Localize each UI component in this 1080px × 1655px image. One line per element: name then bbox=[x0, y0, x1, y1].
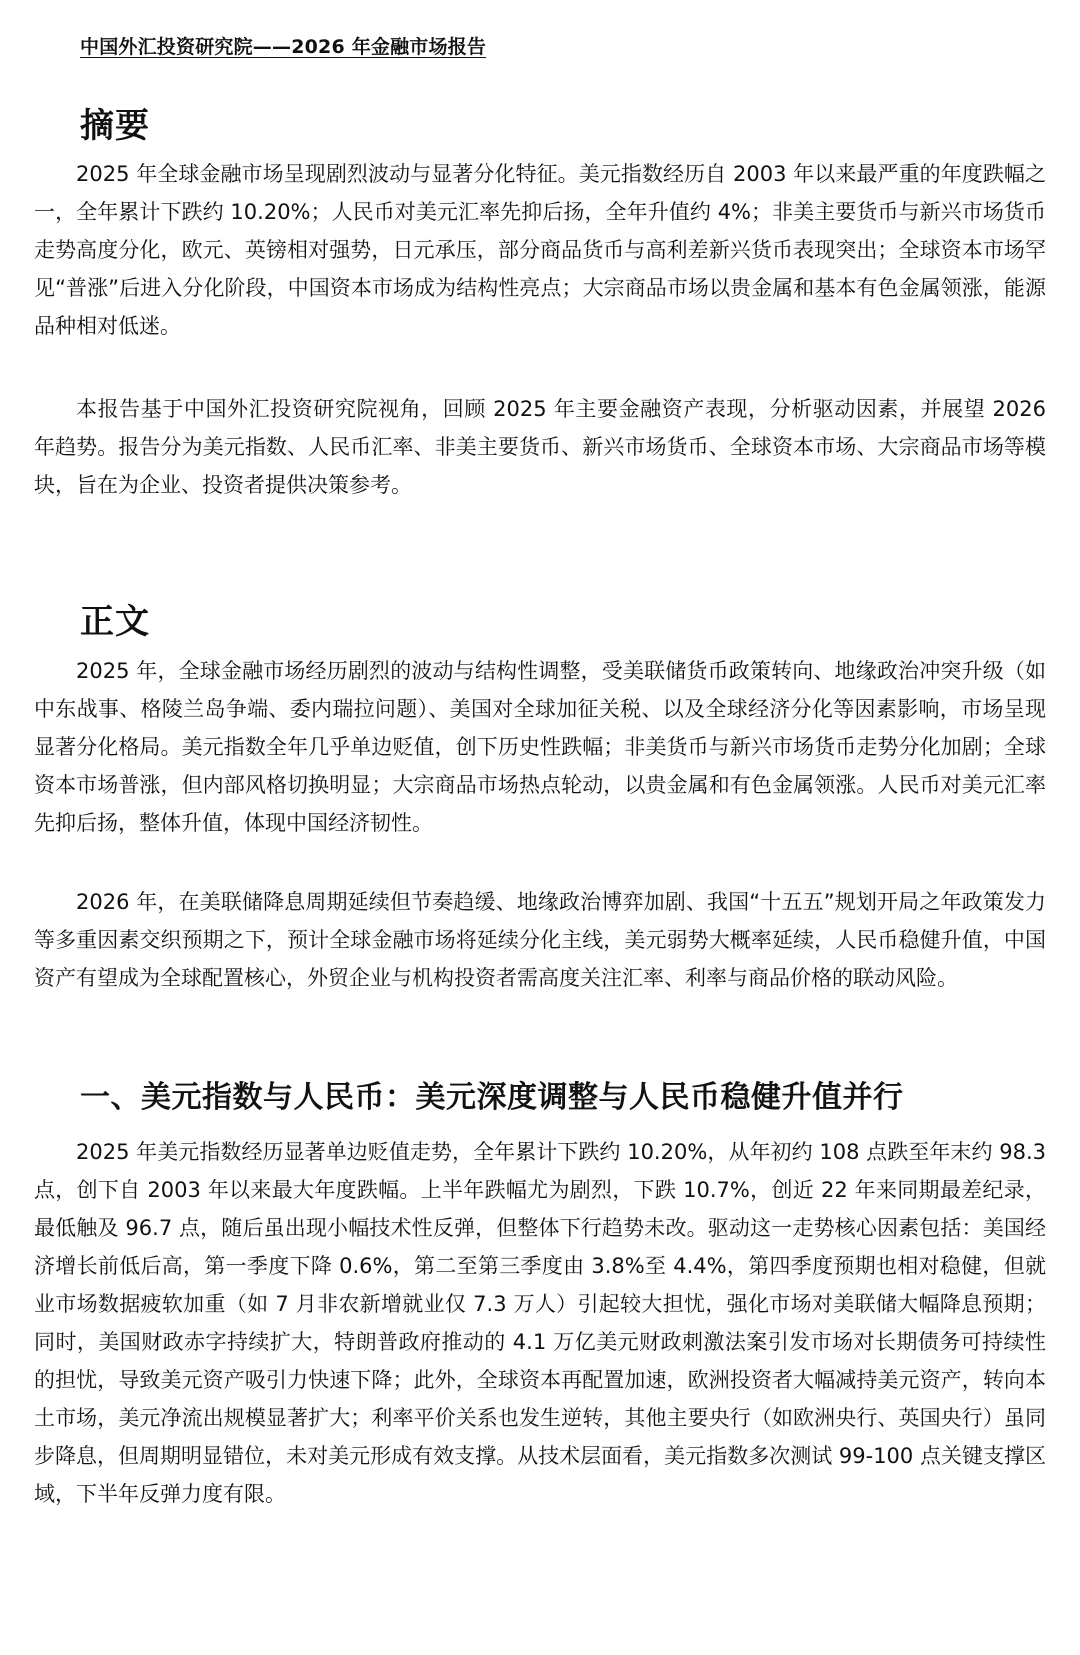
report-title: 中国外汇投资研究院——2026 年金融市场报告 bbox=[80, 36, 487, 58]
chapter-heading: 一、美元指数与人民币：美元深度调整与人民币稳健升值并行 bbox=[80, 1080, 904, 1115]
abstract-heading: 摘要 bbox=[80, 106, 150, 146]
abstract-paragraph: 2025 年全球金融市场呈现剧烈波动与显著分化特征。美元指数经历自 2003 年以来最严重的年度跌幅之一，全年累计下跌约 10.20%；人民币对美元汇率先抑后扬，全年升值约 4%；非美主要货币与新兴市场货币走势高度分化，欧元、英镑相对强势，日元承压，部分商品货币与高利差新兴货币表现突出；全球资本市场罕见“普涨”后进入分化阶段，中国资本市场成为结构性亮点；大宗商品市场以贵金属和基本有色金属领涨，能源品种相对低迷。 bbox=[34, 162, 1046, 338]
body-paragraph: 2025 年，全球金融市场经历剧烈的波动与结构性调整，受美联储货币政策转向、地缘政治冲突升级（如中东战事、格陵兰岛争端、委内瑞拉问题）、美国对全球加征关税、以及全球经济分化等因素影响，市场呈现显著分化格局。美元指数全年几乎单边贬值，创下历史性跌幅；非美货币与新兴市场货币走势分化加剧；全球资本市场普涨，但内部风格切换明显；大宗商品市场热点轮动，以贵金属和有色金属领涨。人民币对美元汇率先抑后扬，整体升值，体现中国经济韧性。 bbox=[34, 659, 1046, 835]
abstract-paragraph: 本报告基于中国外汇投资研究院视角，回顾 2025 年主要金融资产表现，分析驱动因素，并展望 2026 年趋势。报告分为美元指数、人民币汇率、非美主要货币、新兴市场货币、全球资本市场、大宗商品市场等模块，旨在为企业、投资者提供决策参考。 bbox=[34, 397, 1046, 497]
chapter-paragraph: 2025 年美元指数经历显著单边贬值走势，全年累计下跌约 10.20%，从年初约 108 点跌至年末约 98.3 点，创下自 2003 年以来最大年度跌幅。上半年跌幅尤为剧烈，下跌 10.7%，创近 22 年来同期最差纪录，最低触及 96.7 点，随后虽出现小幅技术性反弹，但整体下行趋势未改。驱动这一走势核心因素包括：美国经济增长前低后高，第一季度下降 0.6%，第二至第三季度由 3.8%至 4.4%，第四季度预期也相对稳健，但就业市场数据疲软加重（如 7 月非农新增就业仅 7.3 万人）引起较大担忧，强化市场对美联储大幅降息预期；同时，美国财政赤字持续扩大，特朗普政府推动的 4.1 万亿美元财政刺激法案引发市场对长期债务可持续性的担忧，导致美元资产吸引力快速下降；此外，全球资本再配置加速，欧洲投资者大幅减持美元资产，转向本土市场，美元净流出规模显著扩大；利率平价关系也发生逆转，其他主要央行（如欧洲央行、英国央行）虽同步降息，但周期明显错位，未对美元形成有效支撑。从技术层面看，美元指数多次测试 99-100 点关键支撑区域，下半年反弹力度有限。 bbox=[34, 1140, 1046, 1506]
body-heading: 正文 bbox=[80, 602, 150, 642]
body-paragraph: 2026 年，在美联储降息周期延续但节奏趋缓、地缘政治博弈加剧、我国“十五五”规划开局之年政策发力等多重因素交织预期之下，预计全球金融市场将延续分化主线，美元弱势大概率延续，人民币稳健升值，中国资产有望成为全球配置核心，外贸企业与机构投资者需高度关注汇率、利率与商品价格的联动风险。 bbox=[34, 890, 1046, 990]
